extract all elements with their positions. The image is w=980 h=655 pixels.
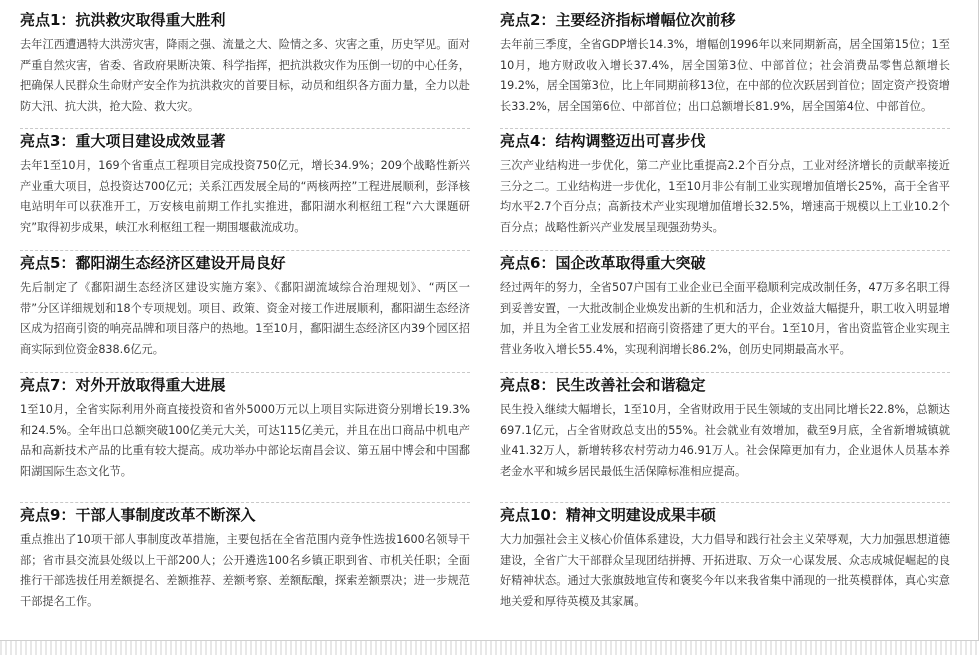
highlight-tag: 亮点5： — [20, 254, 76, 272]
highlight-heading: 鄱阳湖生态经济区建设开局良好 — [75, 254, 286, 272]
highlight-tag: 亮点7： — [20, 376, 76, 394]
highlight-title — [500, 131, 950, 151]
highlight-title — [20, 375, 470, 395]
highlight-title — [500, 10, 950, 30]
highlight-text: 民生投入继续大幅增长，1至10月，全省财政用于民生领域的支出同比增长22.8%，总额达697.1亿元，占全省财政总支出的55%。社会就业有效增加，截至9月底，全省新增城镇就业41.32万人，新增转移农村劳动力46.91万人。社会保障更加有力，企业退休人员基本养老金水平和城乡居民最低生活保障标准相应提高。 — [500, 403, 950, 478]
highlight-heading: 对外开放取得重大进展 — [75, 376, 226, 394]
highlight-text: 重点推出了10项干部人事制度改革措施，主要包括在全省范围内竞争性选拔1600名领导干部；省市县交流县处级以上干部200人；公开遴选100名乡镇正职到省、市机关任职；全面推行干部选拔任用差额提名、差额推荐、差额考察、差额酝酿，探索差额票决；进一步规范干部提名工作。 — [20, 533, 470, 608]
highlight-heading: 结构调整迈出可喜步伐 — [555, 132, 706, 150]
highlight-text: 去年江西遭遇特大洪涝灾害，降雨之强、流量之大、险情之多、灾害之重，历史罕见。面对严重自然灾害，省委、省政府果断决策、科学指挥，把抗洪救灾作为压倒一切的中心任务，把确保人民群众生命财产安全作为抗洪救灾的首要目标，动员和组织各方面力量，全力以赴防大汛、抗大洪，抢大险、救大灾。 — [20, 38, 470, 113]
highlight-tag: 亮点1： — [20, 11, 76, 29]
highlight-tag: 亮点8： — [500, 376, 556, 394]
highlight-title — [20, 505, 470, 525]
highlight-heading: 干部人事制度改革不断深入 — [75, 506, 256, 524]
highlight-1 — [20, 8, 470, 129]
highlight-text: 先后制定了《鄱阳湖生态经济区建设实施方案》、《鄱阳湖流域综合治理规划》、“两区一带”分区详细规划和18个专项规划。项目、政策、资金对接工作进展顺利，鄱阳湖生态经济区成为招商引资的响亮品牌和项目落户的热地。1至10月，鄱阳湖生态经济区内39个园区招商实际到位资金838.6亿元。 — [20, 281, 470, 356]
highlight-title — [20, 131, 470, 151]
highlight-9 — [20, 503, 470, 625]
highlight-text: 经过两年的努力，全省507户国有工业企业已全面平稳顺利完成改制任务，47万多名职工得到妥善安置，一大批改制企业焕发出新的生机和活力，企业效益大幅提升，职工收入明显增加，并且为全省工业发展和招商引资搭建了更大的平台。1至10月，省出资监管企业实现主营业务收入增长55.4%，实现利润增长86.2%，创历史同期最高水平。 — [500, 281, 950, 356]
highlight-tag: 亮点10： — [500, 506, 566, 524]
highlight-tag: 亮点9： — [20, 506, 76, 524]
highlight-heading: 重大项目建设成效显著 — [75, 132, 226, 150]
highlight-heading: 国企改革取得重大突破 — [555, 254, 706, 272]
highlight-title — [500, 375, 950, 395]
highlight-text: 大力加强社会主义核心价值体系建设，大力倡导和践行社会主义荣辱观，大力加强思想道德建设，全省广大干部群众呈现团结拼搏、开拓进取、万众一心谋发展、众志成城促崛起的良好精神状态。通过大张旗鼓地宣传和褒奖今年以来我省集中涌现的一批英模群体，真心实意地关爱和厚待英模及其家属。 — [500, 533, 950, 608]
highlight-text: 去年1至10月，169个省重点工程项目完成投资750亿元，增长34.9%；209个战略性新兴产业重大项目，总投资达700亿元；关系江西发展全局的“两核两控”工程进展顺利，彭泽核电站明年可以获准开工，万安核电前期工作扎实推进，鄱阳湖水利枢纽工程“六大课题研究”取得初步成果，峡江水利枢纽工程一期围堰截流成功。 — [20, 159, 470, 234]
highlight-title — [500, 505, 950, 525]
highlight-text: 三次产业结构进一步优化，第二产业比重提高2.2个百分点，工业对经济增长的贡献率接近三分之二。工业结构进一步优化，1至10月非公有制工业实现增加值增长25%，高于全省平均水平2.7个百分点；高新技术产业实现增加值增长32.5%，增速高于规模以上工业10.2个百分点；战略性新兴产业发展呈现强劲势头。 — [500, 159, 950, 234]
highlight-4 — [500, 129, 950, 251]
highlight-title — [20, 10, 470, 30]
highlight-text: 去年前三季度，全省GDP增长14.3%，增幅创1996年以来同期新高，居全国第15位；1至10月，地方财政收入增长37.4%，居全国第3位、中部首位；社会消费品零售总额增长19.2%，居全国第3位，比上年同期前移13位，在中部的位次跃居到首位；固定资产投资增长33.2%，居全国第6位、中部首位；出口总额增长81.9%，居全国第4位、中部首位。 — [500, 38, 950, 113]
highlight-title — [20, 253, 470, 273]
highlights-grid — [20, 8, 960, 625]
highlight-title — [500, 253, 950, 273]
highlight-heading: 抗洪救灾取得重大胜利 — [75, 11, 226, 29]
highlight-3 — [20, 129, 470, 251]
highlight-tag: 亮点3： — [20, 132, 76, 150]
highlight-7 — [20, 373, 470, 503]
highlight-10 — [500, 503, 950, 625]
highlight-8 — [500, 373, 950, 503]
highlight-2 — [500, 8, 950, 129]
highlight-heading: 民生改善社会和谐稳定 — [555, 376, 706, 394]
highlight-text: 1至10月，全省实际利用外商直接投资和省外5000万元以上项目实际进资分别增长19.3%和24.5%。全年出口总额突破100亿美元大关，可达115亿美元，并且在出口商品中机电产品和高新技术产品的比重有较大提高。成功举办中部论坛南昌会议、第五届中博会和中国鄱阳湖国际生态文化节。 — [20, 403, 470, 478]
highlight-5 — [20, 251, 470, 373]
highlight-tag: 亮点2： — [500, 11, 556, 29]
highlight-tag: 亮点4： — [500, 132, 556, 150]
highlight-heading: 精神文明建设成果丰硕 — [565, 506, 716, 524]
highlight-tag: 亮点6： — [500, 254, 556, 272]
highlight-heading: 主要经济指标增幅位次前移 — [555, 11, 736, 29]
highlight-6 — [500, 251, 950, 373]
bottom-edge-strip — [0, 641, 980, 655]
